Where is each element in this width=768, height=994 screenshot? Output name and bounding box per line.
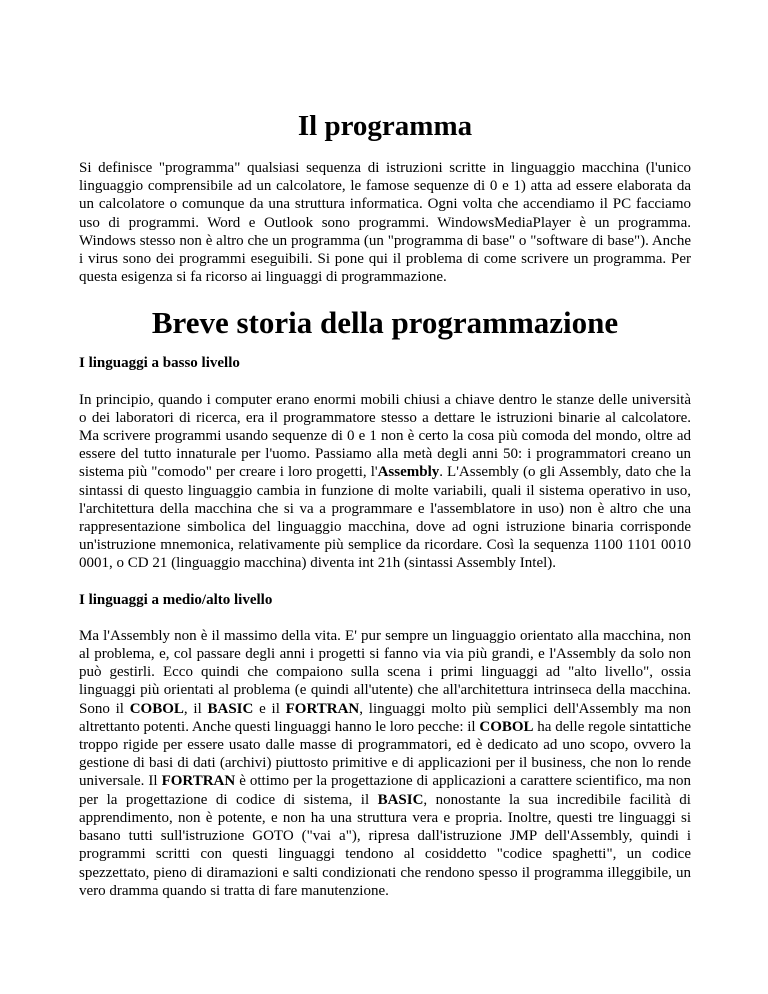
term-cobol: COBOL bbox=[479, 718, 534, 735]
text-run: ha delle regole sintattiche troppo rigide per essere usato dalle masse di programmatori, ed è dedicato ad uno scopo, ovvero la gestione di basi di dati (archivi) piuttosto primitive e di applicazioni per il business, che non lo rende universale. Il bbox=[79, 718, 691, 790]
paragraph-high-level bbox=[79, 627, 691, 900]
document-page bbox=[79, 108, 691, 918]
term-basic: BASIC bbox=[377, 791, 424, 808]
text-run: . L'Assembly (o gli Assembly, dato che la sintassi di questo linguaggio cambia in funzione di molte variabili, quali il sistema operativo in uso, l'architettura della macchina che si va a programmare e l'assemblatore in uso) non è altro che una rappresentazione simbolica del linguaggio macchina, dove ad ogni istruzione binaria corrisponde un'istruzione mnemonica, relativamente più semplice da ricordare. Così la sequenza 1100 1101 0010 0001, o CD 21 (linguaggio macchina) diventa int 21h (sintassi Assembly Intel). bbox=[79, 464, 691, 572]
text-run: , linguaggi molto più semplici dell'Assembly ma non altrettanto potenti. Anche questi linguaggi hanno le loro pecche: il bbox=[79, 700, 691, 735]
page-title: Il programma bbox=[297, 110, 473, 142]
section-title: Breve storia della programmazione bbox=[151, 305, 619, 341]
text-run: e il bbox=[253, 700, 286, 717]
text-run: In principio, quando i computer erano enormi mobili chiusi a chiave dentro le stanze delle università o dei laboratori di ricerca, era il programmatore stesso a dettare le istruzioni binarie al calcolatore. Ma scrivere programmi usando sequenze di 0 e 1 non è certo la cosa più comoda del mondo, oltre ad essere del tutto innaturale per l'uomo. Passiamo alla metà degli anni 50: i programmatori creano un sistema più "comodo" per creare i loro progetti, l' bbox=[79, 391, 691, 481]
intro-paragraph: Si definisce "programma" qualsiasi sequenza di istruzioni scritte in linguaggio macchina (l'unico linguaggio comprensibile ad un calcolatore, le famose sequenze di 0 e 1) atta ad essere elaborata da un calcolatore o comunque da una struttura informatica. Ogni volta che accendiamo il PC facciamo uso di programmi. Word e Outlook sono programmi. WindowsMediaPlayer è un programma. Windows stesso non è altro che un programma (un "programma di base" o "software di base"). Anche i virus sono dei programmi eseguibili. Si pone qui il problema di come scrivere un programma. Per questa esigenza si fa ricorso ai linguaggi di programmazione. bbox=[79, 160, 691, 286]
paragraph-low-level bbox=[79, 391, 691, 573]
text-run: , nonostante la sua incredibile facilità di apprendimento, non è potente, e non ha una struttura vera e propria. Inoltre, questi tre linguaggi si basano tutti sull'istruzione GOTO ("vai a"), ripresa dall'istruzione JMP dell'Assembly, quindi i programmi scritti con questi linguaggi tendono al cosiddetto "codice spaghetti", un codice spezzettato, pieno di diramazioni e salti condizionati che rendono spesso il programma illeggibile, un vero dramma quando si tratta di fare manutenzione. bbox=[79, 791, 691, 899]
text-run: , il bbox=[183, 700, 208, 717]
term-basic: BASIC bbox=[207, 700, 254, 717]
term-fortran: FORTRAN bbox=[161, 773, 236, 790]
term-assembly: Assembly bbox=[377, 464, 440, 481]
term-cobol: COBOL bbox=[129, 700, 184, 717]
term-fortran: FORTRAN bbox=[285, 700, 360, 717]
subheading-high-level: I linguaggi a medio/alto livello bbox=[79, 591, 273, 608]
text-run: è ottimo per la progettazione di applicazioni a carattere scientifico, ma non per la progettazione di codice di sistema, il bbox=[79, 773, 691, 808]
subheading-low-level: I linguaggi a basso livello bbox=[79, 355, 240, 372]
text-run: Ma l'Assembly non è il massimo della vita. E' pur sempre un linguaggio orientato alla macchina, non al problema, e, col passare degli anni i progetti si fanno via via più grandi, e l'Assembly da solo non può gestirli. Ecco quindi che compaiono sulla scena i primi linguaggi ad "alto livello", ossia linguaggi più orientati al problema (e quindi all'utente) che all'architettura intrinseca della macchina. Sono il bbox=[79, 627, 691, 717]
